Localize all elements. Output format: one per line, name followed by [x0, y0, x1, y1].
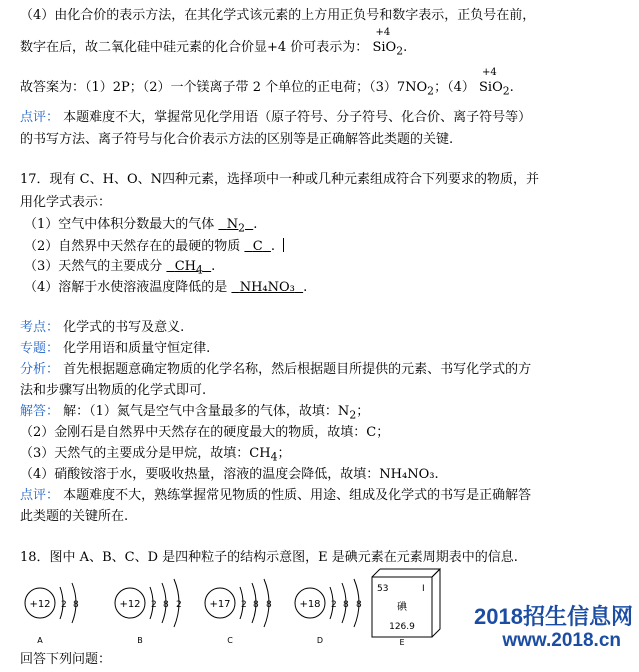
subscript: 4: [270, 450, 278, 464]
text: 数字在后，故二氧化硅中硅元素的化合价显+4 价可表示为：: [20, 40, 369, 55]
answer: NH₄NO₃: [239, 280, 295, 295]
answer: CH: [174, 259, 196, 274]
shell-electrons: 2: [176, 600, 182, 610]
shell-electrons: 2: [241, 600, 247, 610]
analysis-row: [20, 488, 531, 504]
answer-blank: [244, 239, 270, 254]
atom-d: [295, 579, 362, 645]
analysis-row: [20, 404, 369, 424]
label: 考点：: [20, 320, 60, 335]
analysis-row: [20, 341, 210, 357]
question-item: （1）空气中体积分数最大的气体 $N_2$ .: [24, 217, 258, 235]
answer-blank: [166, 259, 211, 277]
paragraph-line: 回答下列问题：: [20, 652, 112, 667]
question-17-title: 17．现有 C、H、O、N四种元素，选择项中一种或几种元素组成符合下列要求的物质，并: [20, 172, 539, 187]
answer-text: 故答案为：（1）2P；（2）一个镁离子带 2 个单位的正电荷；（3）7NO: [20, 80, 428, 95]
question-item: （3）天然气的主要成分 $CH_4$ .: [24, 259, 216, 277]
shell-electrons: 8: [343, 600, 349, 610]
subscript: 2: [349, 408, 357, 422]
question-18-title: 18．图中 A、B、C、D 是四种粒子的结构示意图，E 是碘元素在元素周期表中的信息.: [20, 550, 518, 565]
shell-electrons: 2: [61, 600, 67, 610]
item-text: （2）自然界中天然存在的最硬的物质: [24, 239, 241, 254]
answer-blank: [218, 217, 253, 235]
paragraph-line: 此类题的关键所在.: [20, 509, 129, 524]
atom-structure-diagrams: [20, 565, 470, 645]
nucleus-charge: +17: [209, 599, 231, 610]
atomic-mass: 126.9: [389, 622, 415, 632]
text: ；: [277, 446, 291, 461]
shell-electrons: 8: [73, 600, 79, 610]
element-name: 碘: [397, 602, 407, 613]
text: .: [403, 40, 408, 55]
analysis-row: [20, 362, 531, 378]
watermark-url: www.2018.cn: [502, 630, 621, 651]
answer: C: [252, 239, 263, 254]
valence-formula: [372, 27, 391, 56]
atom-c: [205, 579, 272, 645]
item-text: （1）空气中体积分数最大的气体: [24, 217, 215, 232]
text: ；: [356, 404, 370, 419]
subscript: 2: [396, 44, 404, 58]
question-item: （2）自然界中天然存在的最硬的物质 C .: [24, 238, 284, 255]
comment-text: 本题难度不大，掌握常见化学用语（原子符号、分子符号、化合价、离子符号等）: [63, 110, 532, 125]
element-symbol: O: [492, 80, 503, 95]
valence-mark: +4: [375, 27, 391, 38]
paragraph-line: 用化学式表示：: [20, 195, 112, 210]
diagram-label: A: [37, 636, 43, 645]
paragraph-line: 的书写方法、离子符号与化合价表示方法的区别等是正确解答此类题的关键.: [20, 132, 454, 147]
diagram-label: D: [316, 636, 324, 645]
element-symbol: Si: [372, 40, 386, 55]
element-symbol: I: [422, 584, 425, 594]
subscript: 4: [195, 263, 203, 277]
answer: N: [226, 217, 239, 232]
item-text: （4）溶解于水使溶液温度降低的是: [24, 280, 228, 295]
diagram-label: B: [137, 636, 143, 645]
paragraph-line: [20, 110, 531, 126]
element-card-iodine: [372, 569, 440, 645]
subscript: 2: [427, 84, 435, 98]
valence-mark: +4: [481, 67, 497, 78]
paragraph-line: [20, 446, 290, 466]
analysis-text: 化学式的书写及意义.: [63, 320, 185, 335]
shell-electrons: 8: [163, 600, 169, 610]
label: 解答：: [20, 404, 60, 419]
analysis-row: [20, 320, 184, 336]
nucleus-charge: +12: [119, 599, 141, 610]
paragraph-line: [20, 27, 408, 60]
shell-electrons: 2: [151, 600, 157, 610]
analysis-text: 首先根据题意确定物质的化学名称，然后根据题目所提供的元素、书写化学式的方: [63, 362, 532, 377]
text: .: [509, 80, 514, 95]
subscript: 2: [502, 84, 510, 98]
paragraph-line: （2）金刚石是自然界中天然存在的硬度最大的物质，故填：C；: [20, 425, 390, 440]
atomic-number: 53: [377, 584, 389, 594]
comment-label: 点评：: [20, 110, 60, 125]
diagram-label: E: [399, 638, 405, 645]
paragraph-line: [20, 67, 514, 100]
analysis-text: 解：（1）氮气是空气中含量最多的气体，故填：N: [63, 404, 350, 419]
shell-electrons: 8: [266, 600, 272, 610]
paragraph-line: （4）由化合价的表示方法，在其化学式该元素的上方用正负号和数字表示，正负号在前，: [20, 8, 536, 23]
atom-a: [25, 583, 79, 645]
element-symbol: O: [385, 40, 397, 55]
watermark-title: 2018招生信息网: [474, 604, 633, 629]
analysis-text: 本题难度不大，熟练掌握常见物质的性质、用途、组成及化学式的书写是正确解答: [63, 488, 532, 503]
shell-electrons: 8: [356, 600, 362, 610]
question-item: （4）溶解于水使溶液温度降低的是 NH₄NO₃ .: [24, 280, 308, 295]
valence-formula: [478, 67, 497, 96]
item-text: （3）天然气的主要成分: [24, 259, 163, 274]
nucleus-charge: +18: [299, 599, 321, 610]
element-symbol: Si: [478, 80, 493, 95]
atom-b: [115, 579, 182, 645]
nucleus-charge: +12: [29, 599, 51, 610]
analysis-text: 化学用语和质量守恒定律.: [63, 341, 211, 356]
label: 点评：: [20, 488, 60, 503]
label: 专题：: [20, 341, 60, 356]
answer-blank: [231, 280, 303, 295]
label: 分析：: [20, 362, 60, 377]
diagram-label: C: [227, 636, 233, 645]
shell-electrons: 2: [331, 600, 337, 610]
paragraph-line: （4）硝酸铵溶于水，要吸收热量，溶液的温度会降低，故填：NH₄NO₃.: [20, 467, 439, 482]
shell-electrons: 8: [253, 600, 259, 610]
text-cursor: [283, 238, 284, 252]
subscript: 2: [238, 221, 245, 235]
paragraph-line: 法和步骤写出物质的化学式即可.: [20, 383, 207, 398]
text: （3）天然气的主要成分是甲烷，故填：CH: [20, 446, 271, 461]
answer-text: ；（4）: [434, 80, 475, 95]
